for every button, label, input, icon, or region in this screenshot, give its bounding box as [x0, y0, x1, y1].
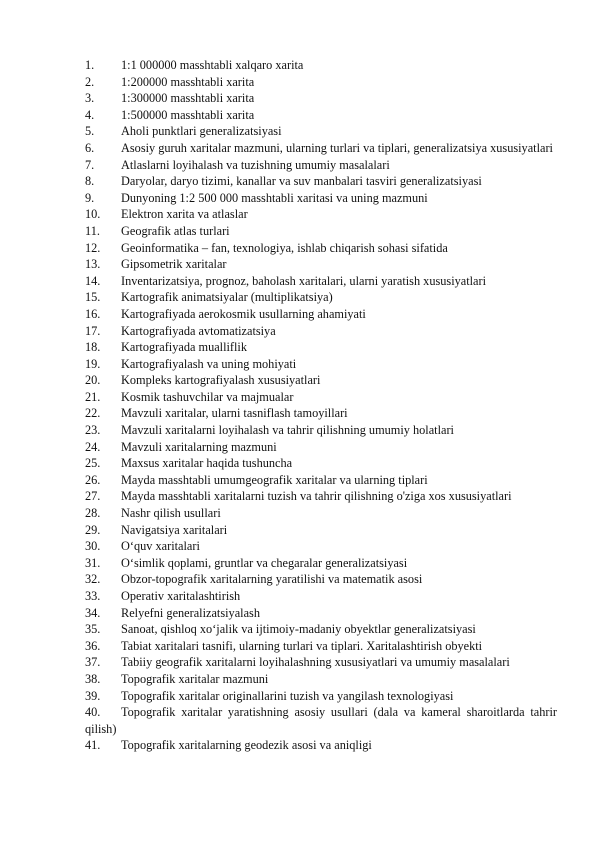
item-text: Asosiy guruh xaritalar mazmuni, ularning turlari va tiplari, generalizatsiya xususiyatlari: [121, 140, 553, 155]
list-item: [85, 439, 557, 456]
list-item: [85, 107, 557, 124]
list-item: [85, 74, 557, 91]
list-item: [85, 488, 557, 505]
item-text: Maxsus xaritalar haqida tushuncha: [121, 456, 293, 471]
item-number: 1.: [85, 58, 95, 72]
item-text: Navigatsiya xaritalari: [121, 522, 228, 537]
item-text: Tabiat xaritalari tasnifi, ularning turlari va tiplari. Xaritalashtirish obyekti: [121, 638, 483, 653]
list-item: [85, 737, 557, 754]
list-item: [85, 654, 557, 671]
item-number: 25.: [85, 456, 101, 471]
item-number: 3.: [85, 91, 95, 106]
item-text: Mavzuli xaritalarni loyihalash va tahrir qilishning umumiy holatlari: [121, 423, 454, 438]
list-item: [85, 688, 557, 705]
item-number: 6.: [85, 140, 95, 155]
list-item: [85, 256, 557, 273]
list-item: [85, 57, 557, 74]
item-text: 1:1 000000 masshtabli xalqaro xarita: [121, 58, 304, 72]
list-item: [85, 405, 557, 422]
item-number: 12.: [85, 240, 101, 255]
item-number: 10.: [85, 207, 101, 222]
item-text: Kompleks kartografiyalash xususiyatlari: [121, 373, 321, 388]
item-number: 29.: [85, 522, 101, 537]
item-number: 28.: [85, 506, 101, 521]
list-item: [85, 505, 557, 522]
item-text: Atlaslarni loyihalash va tuzishning umumiy masalalari: [121, 157, 390, 172]
item-text: O‘simlik qoplami, gruntlar va chegaralar generalizatsiyasi: [121, 555, 408, 570]
item-number: 39.: [85, 688, 101, 703]
item-text: Kartografiyada avtomatizatsiya: [121, 323, 276, 338]
item-number: 30.: [85, 539, 101, 554]
list-item: [85, 223, 557, 240]
list-item: [85, 605, 557, 622]
list-item: [85, 671, 557, 688]
list-item: [85, 522, 557, 539]
item-text: Inventarizatsiya, prognoz, baholash xaritalari, ularni yaratish xususiyatlari: [121, 273, 487, 288]
item-text: 1:500000 masshtabli xarita: [121, 107, 255, 122]
list-item: [85, 140, 557, 157]
item-number: 35.: [85, 622, 101, 637]
item-text: Mayda masshtabli xaritalarni tuzish va tahrir qilishning o'ziga xos xususiyatlari: [121, 489, 512, 504]
item-number: 7.: [85, 157, 95, 172]
item-number: 18.: [85, 340, 101, 355]
list-item: [85, 190, 557, 207]
list-item: [85, 323, 557, 340]
list-item: [85, 472, 557, 489]
list-item: [85, 638, 557, 655]
item-number: 19.: [85, 356, 101, 371]
list-item: [85, 356, 557, 373]
item-number: 26.: [85, 472, 101, 487]
item-text: Kosmik tashuvchilar va majmualar: [121, 389, 294, 404]
item-number: 20.: [85, 373, 101, 388]
item-text: Relyefni generalizatsiyalash: [121, 605, 260, 620]
item-number: 24.: [85, 439, 101, 454]
item-number: 27.: [85, 489, 101, 504]
item-text: Gipsometrik xaritalar: [121, 257, 227, 272]
item-text: Kartografiyalash va uning mohiyati: [121, 356, 297, 371]
item-text: 1:300000 masshtabli xarita: [121, 91, 255, 106]
item-number: 33.: [85, 589, 101, 603]
item-number: 36.: [85, 638, 101, 653]
item-number: 11.: [85, 223, 100, 238]
item-number: 23.: [85, 423, 101, 438]
list-item: [85, 339, 557, 356]
list-item: [85, 273, 557, 290]
item-text: Daryolar, daryo tizimi, kanallar va suv manbalari tasviri generalizatsiyasi: [121, 174, 482, 189]
item-number: 14.: [85, 273, 101, 288]
item-number: 32.: [85, 572, 101, 587]
item-number: 41.: [85, 738, 101, 753]
item-text: Operativ xaritalashtirish: [121, 589, 241, 603]
item-text: Mavzuli xaritalar, ularni tasniflash tamoyillari: [121, 406, 348, 421]
list-item: [85, 206, 557, 223]
list-item: [85, 571, 557, 588]
item-text: O‘quv xaritalari: [121, 539, 200, 554]
list-item: [85, 240, 557, 257]
list-item: [85, 90, 557, 107]
list-item: [85, 621, 557, 638]
item-number: 15.: [85, 290, 101, 305]
item-number: 2.: [85, 74, 95, 89]
item-number: 38.: [85, 671, 101, 686]
item-text: Obzor-topografik xaritalarning yaratilishi va matematik asosi: [121, 572, 423, 587]
item-number: 4.: [85, 107, 95, 122]
item-number: 5.: [85, 124, 95, 139]
list-item: [85, 157, 557, 174]
item-number: 16.: [85, 306, 101, 321]
item-text: Elektron xarita va atlaslar: [121, 207, 248, 222]
item-text: Mayda masshtabli umumgeografik xaritalar va ularning tiplari: [121, 472, 428, 487]
item-number: 21.: [85, 389, 101, 404]
list-item: [85, 306, 557, 323]
item-text: Geografik atlas turlari: [121, 223, 230, 238]
list-item: [85, 123, 557, 140]
topic-list: [85, 57, 557, 754]
list-item: [85, 538, 557, 555]
item-number: 17.: [85, 323, 101, 338]
list-item: [85, 588, 557, 605]
list-item: [85, 555, 557, 572]
list-item: [85, 372, 557, 389]
list-item: [85, 173, 557, 190]
item-text: Mavzuli xaritalarning mazmuni: [121, 439, 277, 454]
list-item: [85, 289, 557, 306]
list-item: [85, 704, 557, 737]
item-text: Kartografik animatsiyalar (multiplikatsiya): [121, 290, 333, 305]
item-text: Nashr qilish usullari: [121, 506, 221, 521]
item-text: 1:200000 masshtabli xarita: [121, 74, 255, 89]
list-item: [85, 455, 557, 472]
item-text: Topografik xaritalar mazmuni: [121, 671, 269, 686]
item-text: Topografik xaritalarning geodezik asosi va aniqligi: [121, 738, 372, 753]
item-number: 22.: [85, 406, 101, 421]
item-text: Aholi punktlari generalizatsiyasi: [121, 124, 282, 139]
item-text: Tabiiy geografik xaritalarni loyihalashning xususiyatlari va umumiy masalalari: [121, 655, 510, 670]
item-text: Dunyoning 1:2 500 000 masshtabli xaritasi va uning mazmuni: [121, 190, 428, 205]
item-text: Geoinformatika – fan, texnologiya, ishlab chiqarish sohasi sifatida: [121, 240, 448, 255]
item-number: 34.: [85, 605, 101, 620]
item-text: Kartografiyada mualliflik: [121, 340, 247, 355]
item-text: Topografik xaritalar yaratishning asosiy usullari (dala va kameral sharoitlarda tahrir qilish): [85, 705, 557, 736]
item-number: 8.: [85, 174, 95, 189]
item-text: Kartografiyada aerokosmik usullarning ahamiyati: [121, 306, 366, 321]
item-number: 13.: [85, 257, 101, 272]
item-number: 9.: [85, 190, 95, 205]
item-number: 31.: [85, 555, 101, 570]
list-item: [85, 422, 557, 439]
item-number: 40.: [85, 705, 101, 720]
item-number: 37.: [85, 655, 101, 670]
item-text: Topografik xaritalar originallarini tuzish va yangilash texnologiyasi: [121, 688, 454, 703]
list-item: [85, 389, 557, 406]
item-text: Sanoat, qishloq xo‘jalik va ijtimoiy-madaniy obyektlar generalizatsiyasi: [121, 622, 476, 637]
